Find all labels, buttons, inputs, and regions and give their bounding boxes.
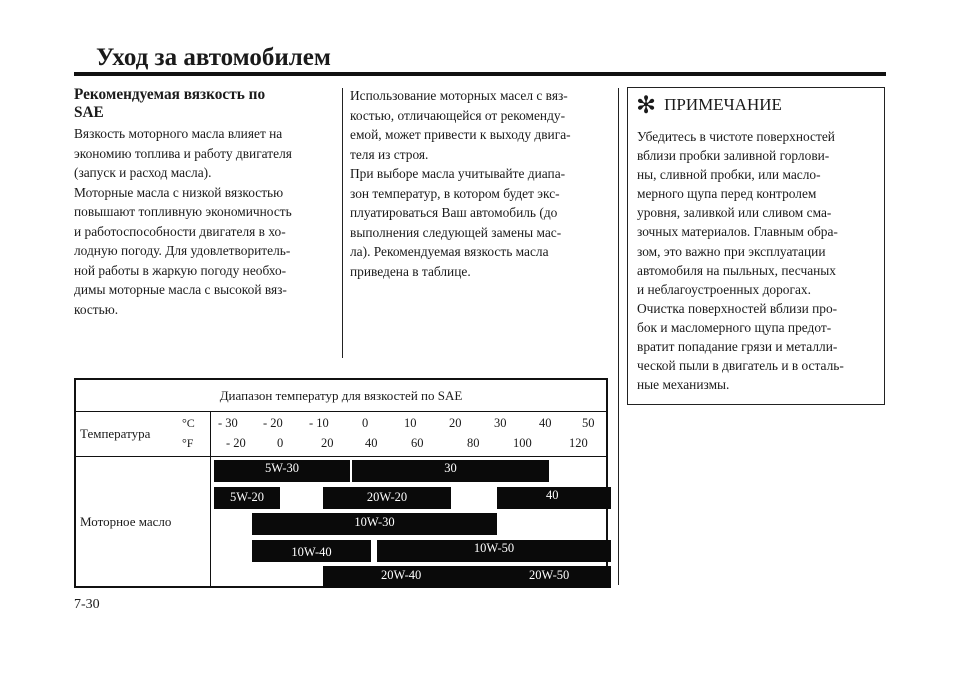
unit-fahrenheit: °F	[182, 436, 194, 450]
oil-label-cell	[75, 457, 211, 588]
scale-c-tick: 30	[494, 416, 507, 430]
scale-c-tick: - 20	[263, 416, 283, 430]
scale-c-tick: - 10	[309, 416, 329, 430]
note-title-text: ПРИМЕЧАНИЕ	[664, 95, 782, 114]
note-line: Убедитесь в чистоте поверхностей	[637, 129, 835, 144]
col1-line: Моторные масла с низкой вязкостью	[74, 184, 284, 200]
col2-line: плуатироваться Ваш автомобиль (до	[350, 205, 558, 220]
col2-line: выполнения следующей замены мас-	[350, 224, 562, 240]
col1-line: ной работы в жаркую погоду необхо-	[74, 262, 287, 278]
temperature-scale	[211, 412, 608, 457]
col2-line: костью, отличающейся от рекоменду-	[350, 107, 566, 123]
table-header: Диапазон температур для вязкостей по SAE	[75, 379, 607, 412]
note-line: и неблагоустроенных дорогах.	[637, 281, 811, 297]
scale-f-tick: 120	[569, 436, 588, 450]
col1-line: костью.	[74, 301, 119, 317]
unit-celsius: °C	[182, 416, 195, 430]
bar-5w-30: 5W-30	[214, 460, 350, 482]
col2-line: ла). Рекомендуемая вязкость масла	[350, 244, 549, 259]
col1-line: (запуск и расход масла).	[74, 165, 212, 180]
scale-c-tick: 20	[449, 416, 462, 430]
bar-40: 40	[497, 487, 611, 509]
col1-line: экономию топлива и работу двигателя	[74, 145, 292, 161]
note-line: мерного щупа перед контролем	[637, 186, 817, 202]
col2-line: При выборе масла учитывайте диапа-	[350, 166, 566, 181]
note-line: ческой пыли в двигатель и в осталь-	[637, 358, 844, 374]
bar-10w-30: 10W-30	[252, 513, 497, 535]
bar-label-20w-50: 20W-50	[529, 568, 570, 582]
col2-line: зон температур, в котором будет экс-	[350, 185, 560, 201]
note-line: вблизи пробки заливной горлови-	[637, 148, 830, 164]
bar-10w-40: 10W-40	[252, 540, 371, 562]
col1-line: повышают топливную экономичность	[74, 204, 292, 219]
note-line: ные механизмы.	[637, 377, 730, 393]
scale-c-tick: 40	[539, 416, 552, 430]
col2-line: емой, может привести к выходу двига-	[350, 127, 571, 142]
note-title	[636, 94, 782, 117]
column-divider-2	[618, 88, 619, 585]
bar-20w-20: 20W-20	[323, 487, 451, 509]
note-line: вратит попадание грязи и металли-	[637, 339, 838, 355]
bar-10w-50: 10W-50	[377, 540, 611, 562]
col1-line: лодную погоду. Для удовлетворитель-	[74, 243, 291, 258]
bar-label-20w-40: 20W-40	[381, 568, 422, 582]
scale-c-tick: 10	[404, 416, 417, 430]
oil-label: Моторное масло	[80, 513, 172, 529]
note-text	[637, 127, 844, 394]
sae-viscosity-table	[74, 378, 608, 588]
column-divider-1	[342, 88, 343, 358]
section-heading-line-1: Рекомендуемая вязкость по	[74, 86, 266, 103]
section-heading-line-2: SAE	[74, 104, 104, 121]
col1-line: и работоспособности двигателя в хо-	[74, 223, 286, 239]
bar-20w-40-20w-50	[323, 566, 611, 588]
asterisk-icon: ✻	[636, 93, 657, 119]
page-number: 7-30	[74, 597, 100, 612]
viscosity-bars	[211, 457, 608, 588]
temperature-label: Температура	[80, 426, 151, 441]
scale-f-tick: 40	[365, 436, 378, 450]
note-line: уровня, заливкой или сливом сма-	[637, 205, 832, 221]
col2-line: Использование моторных масел с вяз-	[350, 88, 568, 103]
note-line: ны, сливной пробки, или масло-	[637, 167, 821, 183]
note-line: Очистка поверхностей вблизи про-	[637, 300, 838, 316]
column-2	[350, 86, 571, 281]
col2-line: теля из строя.	[350, 146, 429, 162]
scale-c-tick: - 30	[218, 416, 238, 430]
scale-f-tick: 20	[321, 436, 334, 450]
temperature-label-cell	[75, 412, 211, 457]
scale-f-tick: 80	[467, 436, 480, 450]
bar-5w-20: 5W-20	[214, 487, 280, 509]
note-line: зом, это важно при эксплуатации	[637, 243, 826, 259]
col1-line: димы моторные масла с высокой вяз-	[74, 282, 287, 297]
page-title: Уход за автомобилем	[96, 44, 331, 71]
note-line: автомобиля на пыльных, песчаных	[637, 262, 837, 278]
scale-f-tick: 60	[411, 436, 424, 450]
note-line: зочных материалов. Главным обра-	[637, 224, 838, 240]
title-rule	[74, 72, 886, 76]
note-line: бок и масломерного щупа предот-	[637, 319, 832, 335]
scale-c-tick: 50	[582, 416, 595, 430]
col2-line: приведена в таблице.	[350, 263, 471, 279]
scale-f-tick: 0	[277, 436, 284, 450]
column-1	[74, 86, 292, 319]
scale-c-tick: 0	[362, 416, 369, 430]
bar-30: 30	[352, 460, 549, 482]
col1-line: Вязкость моторного масла влияет на	[74, 126, 283, 141]
scale-f-tick: - 20	[226, 436, 246, 450]
scale-f-tick: 100	[513, 436, 532, 450]
